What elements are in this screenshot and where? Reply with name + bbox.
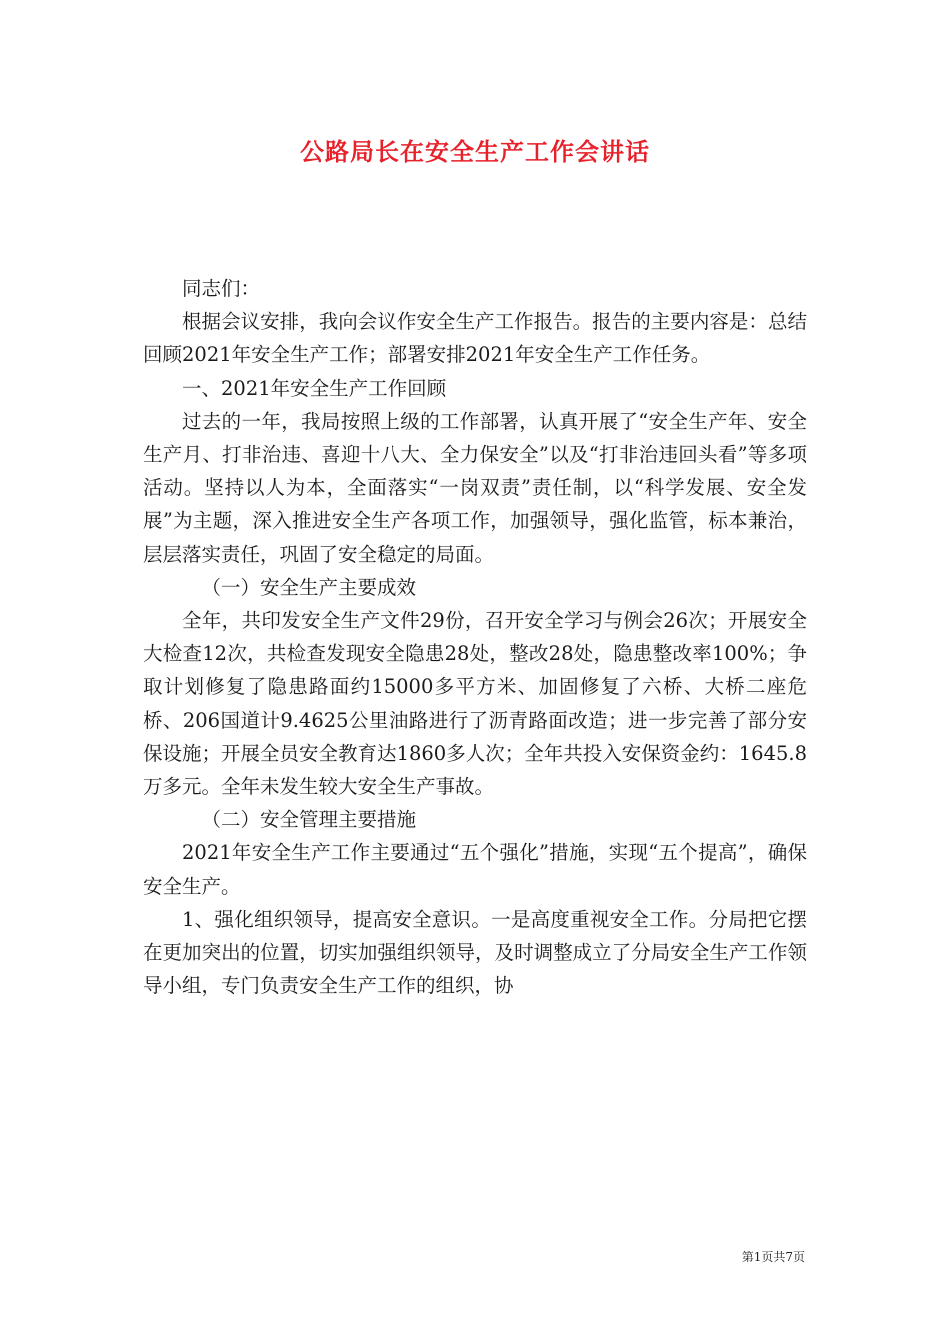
paragraph-intro: 根据会议安排，我向会议作安全生产工作报告。报告的主要内容是：总结回顾2021年安全生产工作；部署安排2021年安全生产工作任务。: [143, 310, 807, 367]
paragraph-measure-1: 1、强化组织领导，提高安全意识。一是高度重视安全工作。分局把它摆在更加突出的位置，切实加强组织领导，及时调整成立了分局安全生产工作领导小组，专门负责安全生产工作的组织，协: [143, 907, 807, 998]
page-number: 第1页共7页: [741, 1250, 805, 1264]
subsection-heading-measures: （二）安全管理主要措施: [201, 808, 417, 832]
subsection-heading-results: （一）安全生产主要成效: [201, 575, 417, 599]
paragraph-salutation: 同志们：: [182, 277, 261, 300]
document-body: [143, 272, 807, 1002]
section-heading-review: 一、2021年安全生产工作回顾: [182, 376, 447, 400]
paragraph-results: 全年，共印发安全生产文件29份，召开安全学习与例会26次；开展安全大检查12次，共检查发现安全隐患28处，整改28处，隐患整改率100%；争取计划修复了隐患路面约15000多平方米、加固修复了六桥、大桥二座危桥、206国道计9.4625公里油路进行了沥青路面改造；进一步完善了部分安保设施；开展全员安全教育达1860多人次；全年共投入安保资金约：1645.8万多元。全年未发生较大安全生产事故。: [143, 609, 807, 799]
paragraph-measures: 2021年安全生产工作主要通过“五个强化”措施，实现“五个提高”，确保安全生产。: [143, 841, 807, 898]
paragraph-review: 过去的一年，我局按照上级的工作部署，认真开展了“安全生产年、安全生产月、打非治违、喜迎十八大、全力保安全”以及“打非治违回头看”等多项活动。坚持以人为本，全面落实“一岗双责”责任制，以“科学发展、安全发展”为主题，深入推进安全生产各项工作，加强领导，强化监管，标本兼治，层层落实责任，巩固了安全稳定的局面。: [143, 409, 807, 566]
document-title: 公路局长在安全生产工作会讲话: [300, 137, 650, 166]
